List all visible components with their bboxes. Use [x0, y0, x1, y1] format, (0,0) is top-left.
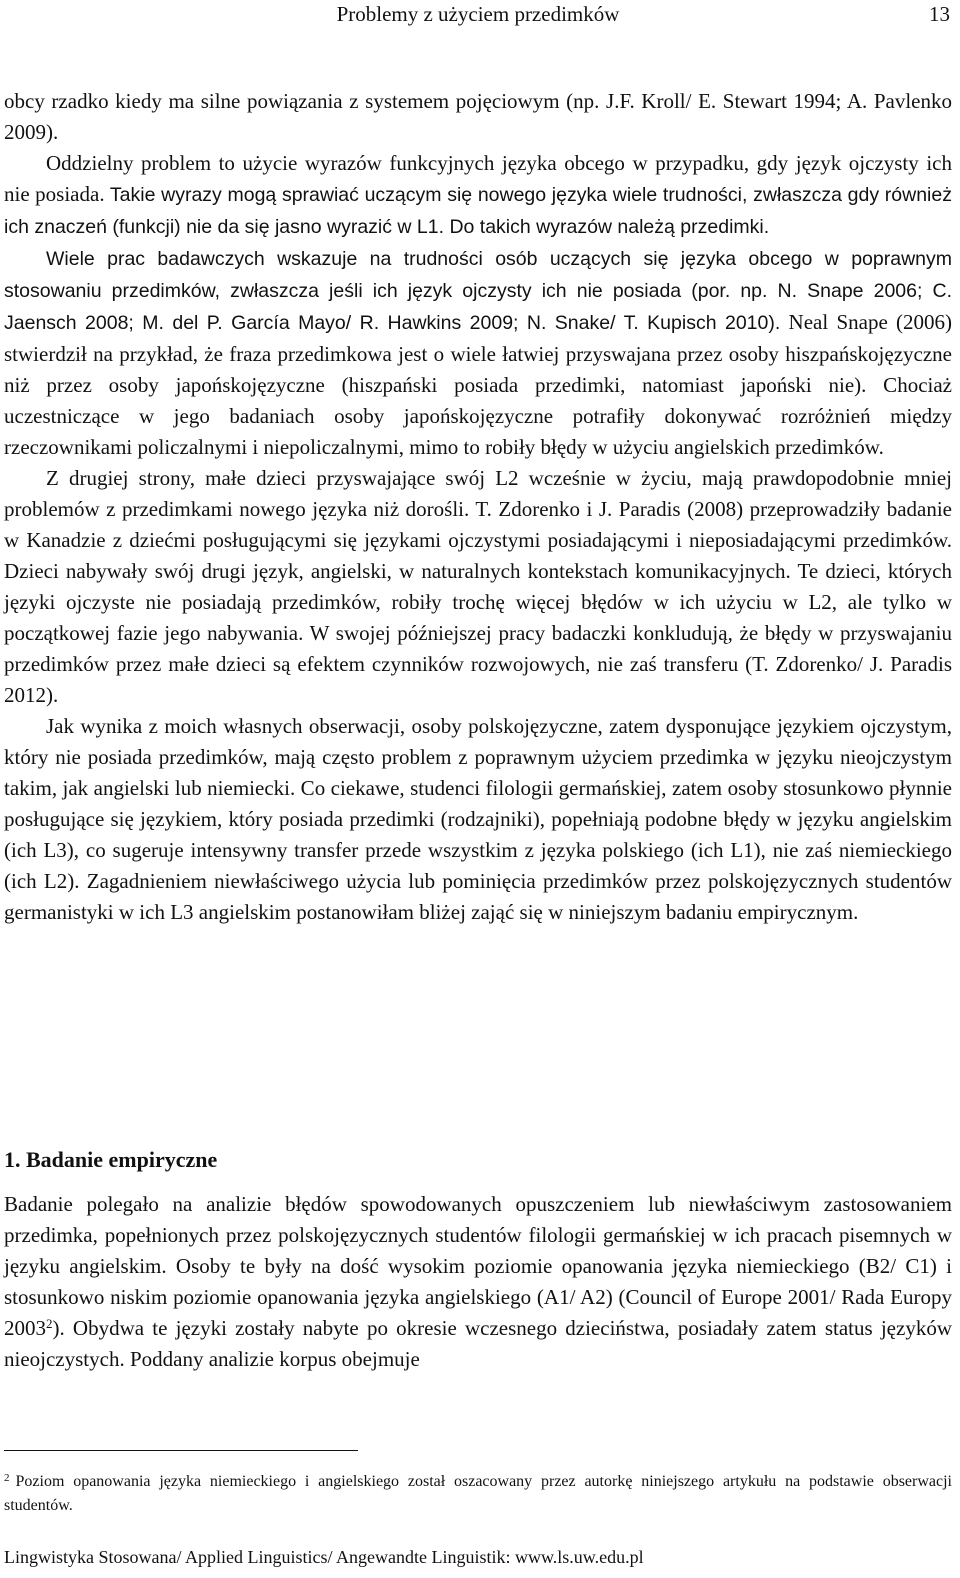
paragraph-continued: obcy rzadko kiedy ma silne powiązania z systemem pojęciowym (np. J.F. Kroll/ E. Stewart 1994; A. Pavlenko 2009). — [4, 89, 952, 144]
footnote-marker: 2 — [4, 1472, 10, 1484]
document-page — [4, 0, 952, 1578]
running-header — [4, 0, 952, 28]
paragraph-children: Z drugiej strony, małe dzieci przyswajające swój L2 wcześnie w życiu, mają prawdopodobnie mniej problemów z przedimkami nowego języka niż dorośli. T. Zdorenko i J. Paradis (2008) przeprowadziły badanie w Kanadzie z dziećmi posługującymi się językami ojczystymi posiadającymi i nieposiadającymi przedimków. Dzieci nabywały swój drugi język, angielski, w naturalnych kontekstach komunikacyjnych. Te dzieci, których języki ojczyste nie posiadają przedimków, robiły trochę więcej błędów w ich użyciu w L2, ale tylko w początkowej fazie jego nabywania. W swojej późniejszej pracy badaczki konkludują, że błędy w przyswajaniu przedimków przez małe dzieci są efektem czynników rozwojowych, nie zaś transferu (T. Zdorenko/ J. Paradis 2012). — [4, 466, 952, 707]
section-heading: 1. Badanie empiryczne — [4, 1147, 218, 1172]
section-body — [4, 1189, 952, 1375]
footnote-reference: 2 — [46, 1316, 53, 1331]
paragraph-function-words-serif: Oddzielny problem to użycie wyrazów funkcyjnych języka obcego w przypadku, gdy język ojczysty ich nie posiada. — [4, 151, 952, 206]
paragraph-function-words-sans: Takie wyrazy mogą sprawiać uczącym się nowego języka wiele trudności, zwłaszcza gdy również ich znaczeń (funkcji) nie da się jasno wyrazić w L1. Do takich wyrazów należą przedimki. — [4, 184, 952, 238]
main-text — [4, 86, 952, 928]
footnote-divider — [4, 1450, 358, 1451]
section-paragraph — [4, 1189, 952, 1375]
paragraph-research-sans: Wiele prac badawczych wskazuje na trudności osób uczących się języka obcego w poprawnym stosowaniu przedimków, zwłaszcza jeśli ich język ojczysty ich nie posiada (por. np. N. Snape 2006; C. Jaensch 2008; M. del P. García Mayo/ R. Hawkins 2009; N. Snake/ T. Kupisch 2010). — [4, 248, 952, 334]
section-text-after: ). Obydwa te języki zostały nabyte po okresie wczesnego dzieciństwa, posiadały zatem status języków nieojczystych. Poddany analizie korpus obejmuje — [4, 1316, 952, 1371]
paragraph-research-serif: Neal Snape (2006) stwierdził na przykład, że fraza przedimkowa jest o wiele łatwiej przyswajana przez osoby hiszpańskojęzyczne niż przez osoby japońskojęzyczne (hiszpański posiada przedimki, natomiast japoński nie). Chociaż uczestniczące w jego badaniach osoby japońskojęzyczne potrafiły dokonywać rozróżnień między rzeczownikami policzalnymi i niepoliczalnymi, mimo to robiły błędy w użyciu angielskich przedimków. — [4, 310, 953, 459]
running-title: Problemy z użyciem przedimków — [336, 2, 620, 26]
paragraph-research — [4, 243, 952, 463]
journal-footer: Lingwistyka Stosowana/ Applied Linguistics/ Angewandte Linguistik: www.ls.uw.edu.pl — [4, 1547, 644, 1567]
paragraph-observations: Jak wynika z moich własnych obserwacji, osoby polskojęzyczne, zatem dysponujące językiem ojczystym, który nie posiada przedimków, mają często problem z poprawnym użyciem przedimka w języku nieojczystym takim, jak angielski lub niemiecki. Co ciekawe, studenci filologii germańskiej, zatem osoby stosunkowo płynnie posługujące się językiem, który posiada przedimki (rodzajniki), popełniają podobne błędy w języku angielskim (ich L3), co sugeruje intensywny transfer przede wszystkim z języka polskiego (ich L1), nie zaś niemieckiego (ich L2). Zagadnieniem niewłaściwego użycia lub pominięcia przedimków przez polskojęzycznych studentów germanistyki w ich L3 angielskim postanowiłam bliżej zająć się w niniejszym badaniu empirycznym. — [4, 714, 952, 924]
paragraph-function-words — [4, 148, 952, 243]
footnote — [4, 1466, 952, 1518]
footnote-text: Poziom opanowania języka niemieckiego i angielskiego został oszacowany przez autorkę niniejszego artykułu na podstawie obserwacji studentów. — [4, 1473, 952, 1514]
page-number: 13 — [929, 2, 950, 26]
section-text-before: Badanie polegało na analizie błędów spowodowanych opuszczeniem lub niewłaściwym zastosowaniem przedimka, popełnionych przez polskojęzycznych studentów filologii germańskiej w ich pracach pisemnych w języku angielskim. Osoby te były na dość wysokim poziomie opanowania języka niemieckiego (B2/ C1) i stosunkowo niskim poziomie opanowania języka angielskiego (A1/ A2) (Council of Europe 2001/ Rada Europy 2003 — [4, 1192, 952, 1340]
